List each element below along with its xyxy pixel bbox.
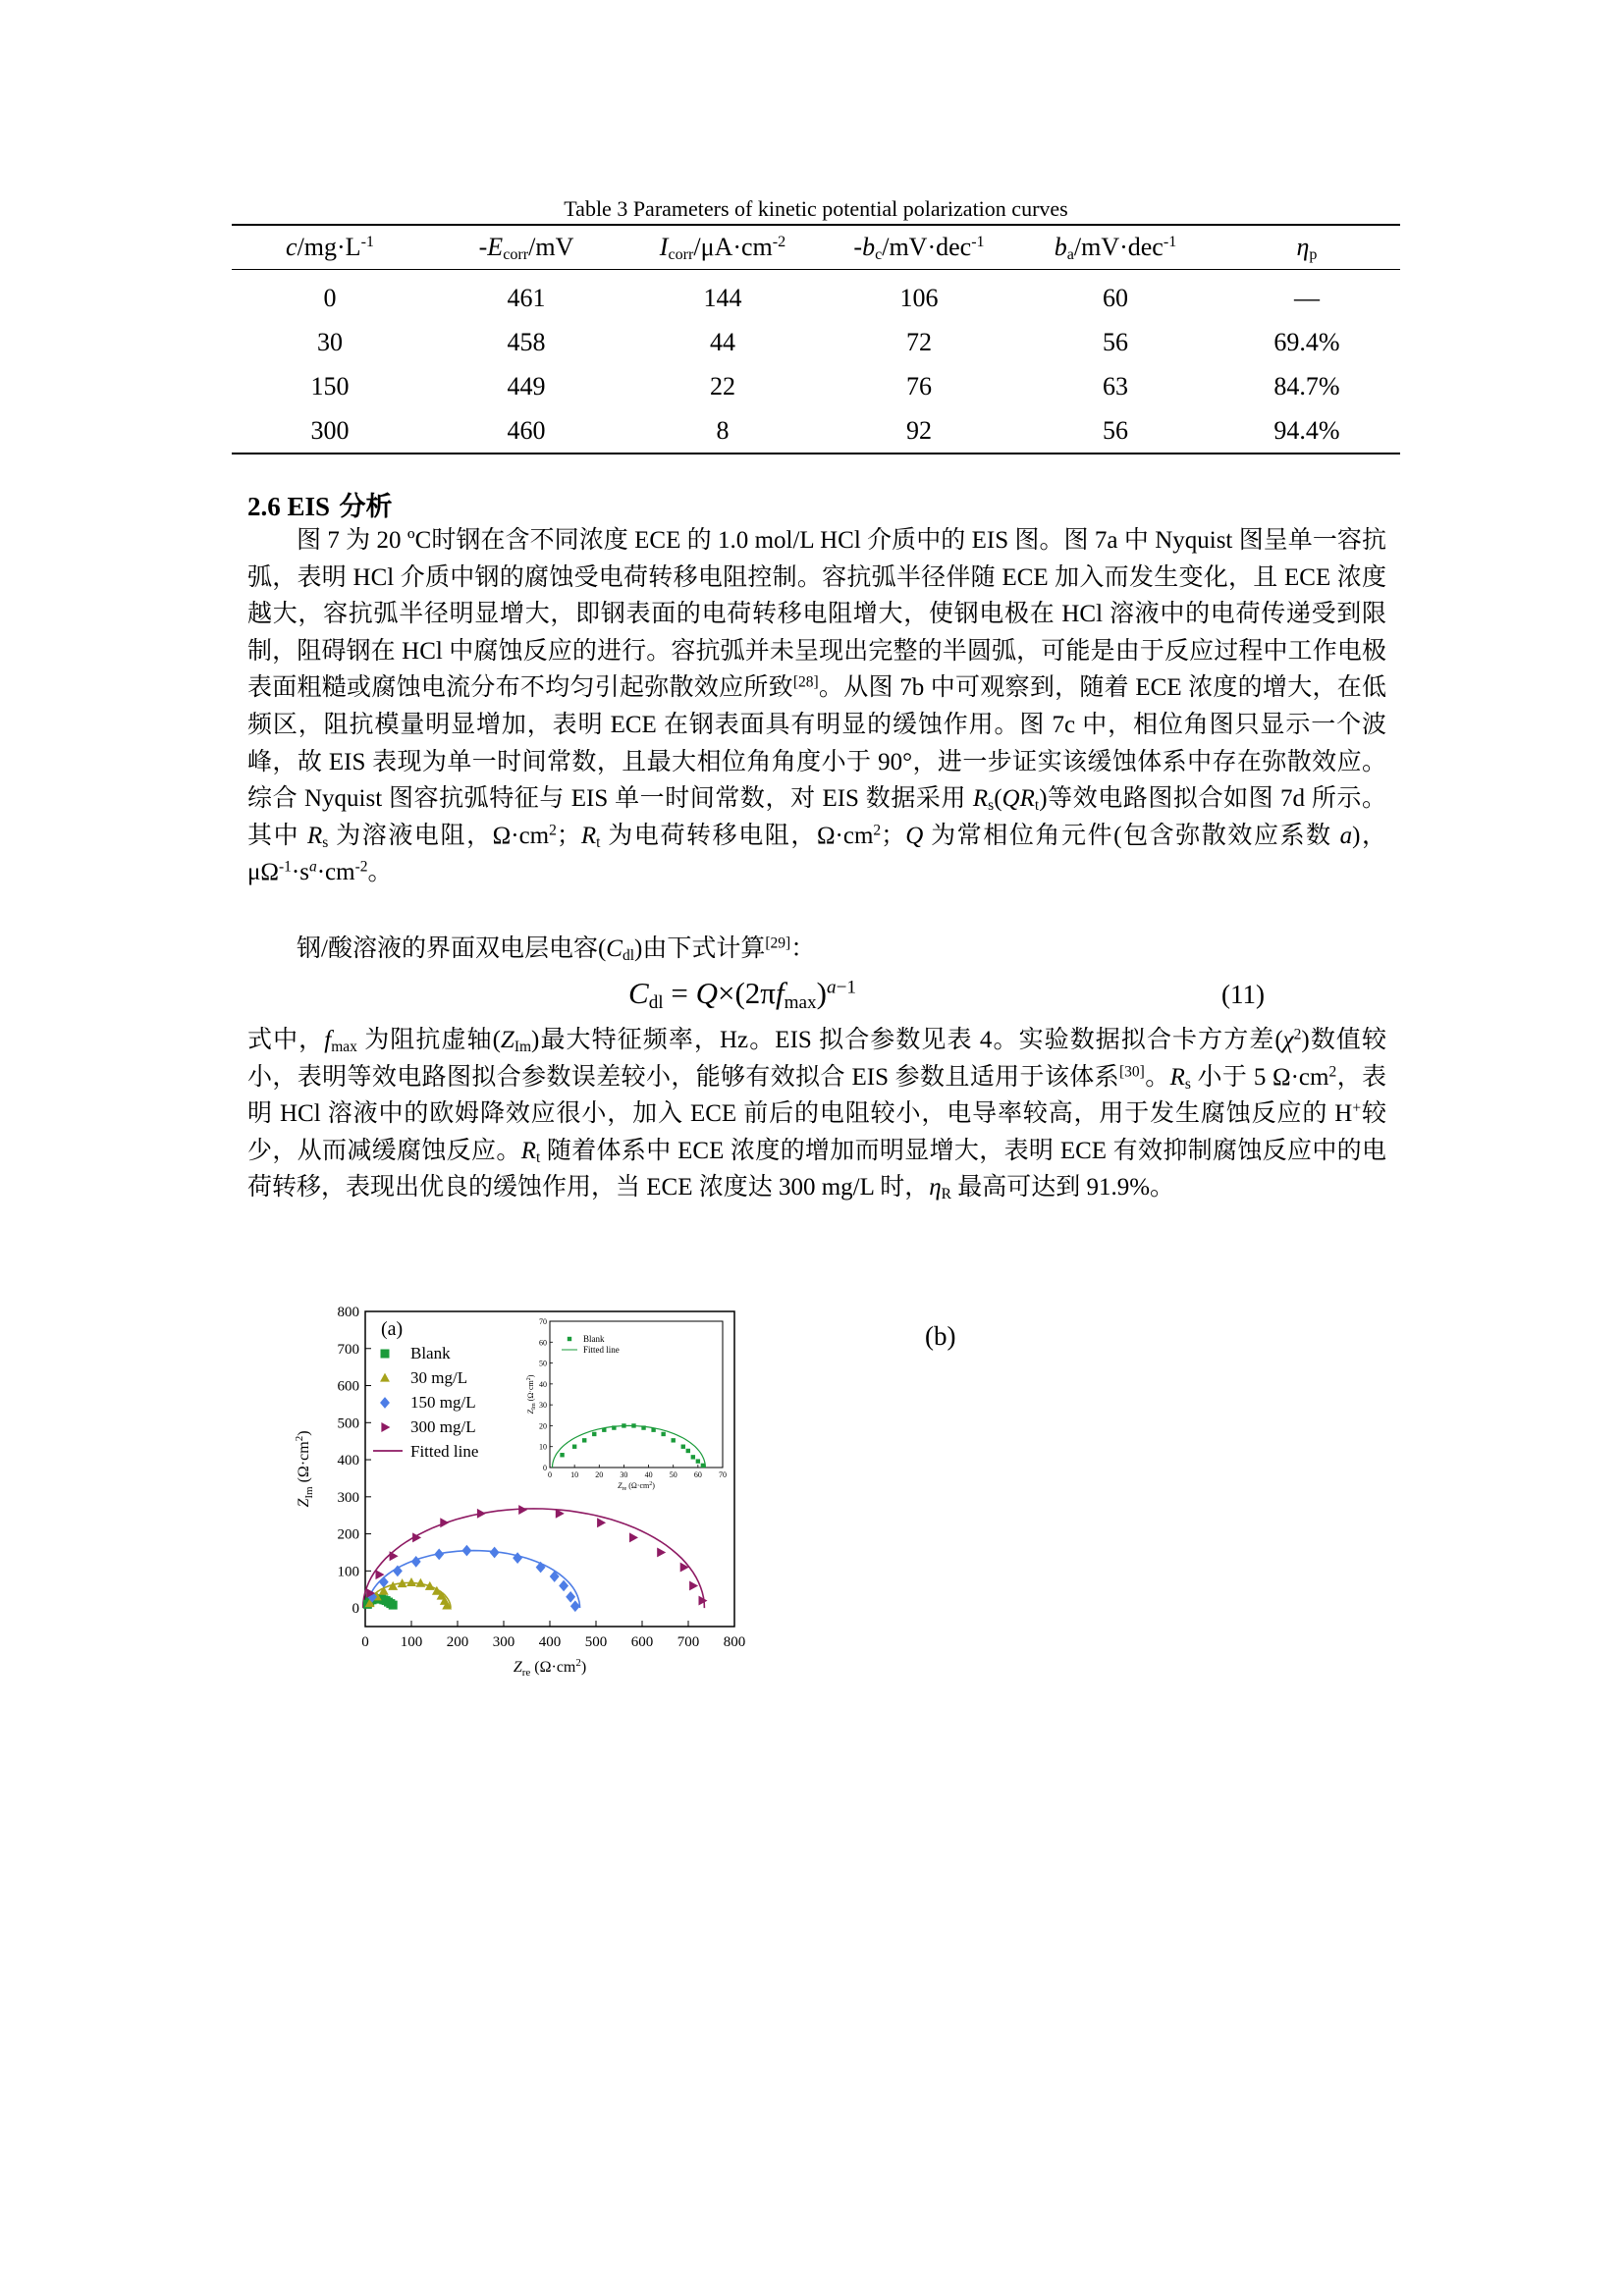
table-cell: 150 <box>310 371 350 400</box>
col-header-etap: $\eta_p$ <box>1296 233 1318 264</box>
data-point <box>566 1591 575 1603</box>
table-row <box>232 320 1400 364</box>
x-tick-label: 300 <box>492 1634 515 1650</box>
table-cell: 449 <box>507 371 546 400</box>
data-point <box>477 1509 486 1519</box>
data-point <box>490 1547 500 1559</box>
inset-data-point <box>622 1423 625 1427</box>
inset-data-point <box>651 1427 655 1431</box>
table-3 <box>232 224 1400 454</box>
panel-label: (a) <box>381 1318 404 1340</box>
x-axis-label: $Z_{re}$ $(\Omega\cdot cm^2)$ <box>513 1657 587 1679</box>
data-point <box>629 1532 638 1542</box>
inset-data-point <box>641 1425 645 1429</box>
inset-x-tick-label: 70 <box>719 1470 727 1479</box>
y-tick-label: 400 <box>337 1453 359 1469</box>
inset-x-tick-label: 0 <box>548 1470 552 1479</box>
data-point <box>657 1548 666 1558</box>
inset-legend-label: Blank <box>583 1334 605 1344</box>
y-tick-label: 600 <box>337 1378 359 1395</box>
x-tick-label: 800 <box>723 1634 746 1650</box>
y-tick-label: 500 <box>337 1415 359 1432</box>
inset-data-point <box>681 1445 685 1449</box>
equation-11: $C_{dl} = Q\times(2\pi f_{max})^{a-1}$ <box>628 976 857 1013</box>
legend-label: Fitted line <box>410 1442 479 1461</box>
table-cell: 76 <box>906 371 932 400</box>
table-cell: 461 <box>507 283 546 312</box>
x-tick-label: 500 <box>584 1634 608 1650</box>
inset-data-point <box>582 1438 586 1442</box>
inset-y-tick-label: 30 <box>539 1401 547 1411</box>
inset-data-point <box>661 1432 665 1436</box>
inset-y-tick-label: 60 <box>539 1338 547 1348</box>
table-row <box>232 364 1400 408</box>
equation-number: (11) <box>1221 980 1265 1009</box>
fitted-line <box>367 1551 579 1609</box>
table-row <box>232 270 1400 321</box>
inset-y-tick-label: 20 <box>539 1421 547 1431</box>
col-header-ecorr: $-E_{corr}/mV$ <box>478 233 574 264</box>
table-cell: 0 <box>323 283 337 312</box>
col-header-c: $c/mg\cdot L^{-1}$ <box>286 233 374 261</box>
data-point <box>461 1545 471 1557</box>
y-tick-label: 100 <box>337 1564 359 1580</box>
y-tick-label: 300 <box>337 1489 359 1506</box>
data-point <box>411 1556 421 1568</box>
inset-y-tick-label: 0 <box>543 1464 547 1472</box>
table-cell: 92 <box>906 415 932 445</box>
inset-data-point <box>572 1445 576 1449</box>
data-point <box>513 1552 522 1564</box>
data-point <box>680 1563 689 1573</box>
inset-data-point <box>696 1459 700 1463</box>
inset-x-tick-label: 60 <box>693 1470 702 1479</box>
inset-data-point <box>631 1423 635 1427</box>
data-point <box>518 1505 527 1515</box>
data-point <box>689 1581 698 1591</box>
table-header-row <box>232 225 1400 270</box>
x-tick-label: 0 <box>361 1634 369 1650</box>
inset-x-tick-label: 50 <box>669 1470 677 1479</box>
paragraph-fit-params: 式中，$f_{max}$ 为阻抗虚轴$(Z_{Im})$最大特征频率，Hz。EIS 拟合参数见表 4。实验数据拟合卡方方差$(\chi^2)$数值较小，表明等效电路图拟合参数误差较小，能够有效拟合 EIS 参数且适用于该体系[30]。$R_s$ 小于 5 $\Omega\cdot cm^2$，表明 HCl 溶液中的欧姆降效应很小，加入 ECE 前后的电阻较小，电导率较高，用于发生腐蚀反应的 H+较少，从而减缓腐蚀反应。$R_t$ 随着体系中 ECE 浓度的增加而明显增大，表明 ECE 有效抑制腐蚀反应中的电荷转移，表现出优良的缓蚀作用，当 ECE 浓度达 300 mg/L 时，$\eta_R$ 最高可达到 91.9%。 <box>247 1026 1386 1203</box>
legend-marker <box>380 1373 390 1382</box>
inset-legend-label: Fitted line <box>583 1345 620 1355</box>
table-cell: 22 <box>710 371 735 400</box>
paragraph-capacitance: 钢/酸溶液的界面双电层电容$(C_{dl})$由下式计算[29]： <box>297 934 816 964</box>
inset-x-tick-label: 10 <box>570 1470 579 1479</box>
data-point <box>390 1551 399 1561</box>
table-cell: 56 <box>1103 327 1128 356</box>
legend-label: 300 mg/L <box>410 1417 476 1436</box>
table-caption: Table 3 Parameters of kinetic potential polarization curves <box>564 196 1068 221</box>
data-point <box>597 1518 606 1527</box>
inset-legend-marker <box>568 1337 571 1341</box>
paragraph-eis-analysis: 图 7 为 20 ºC时钢在含不同浓度 ECE 的 1.0 mol/L HCl 介质中的 EIS 图。图 7a 中 Nyquist 图呈单一容抗弧，表明 HCl 介质中钢的腐蚀受电荷转移电阻控制。容抗弧半径伴随 ECE 加入而发生变化，且 ECE 浓度越大，容抗弧半径明显增大，即钢表面的电荷转移电阻增大，使钢电极在 HCl 溶液中的电荷传递受到限制，阻碍钢在 HCl 中腐蚀反应的进行。容抗弧并未呈现出完整的半圆弧，可能是由于反应过程中工作电极表面粗糙或腐蚀电流分布不均匀引起弥散效应所致[28]。从图 7b 中可观察到，随着 ECE 浓度的增大，在低频区，阻抗模量明显增加，表明 ECE 在钢表面具有明显的缓蚀作用。图 7c 中，相位角图只显示一个波峰，故 EIS 表现为单一时间常数，且最大相位角角度小于 90°，进一步证实该缓蚀体系中存在弥散效应。综合 Nyquist 图容抗弧特征与 EIS 单一时间常数，对 EIS 数据采用 $R_s(QR_t)$等效电路图拟合如图 7d 所示。其中 $R_s$ 为溶液电阻，$\Omega\cdot cm^2$；$R_t$ 为电荷转移电阻，$\Omega\cdot cm^2$；Q 为常相位角元件(包含弥散效应系数 a)，$\mu\Omega^{-1}\cdot s^a\cdot cm^{-2}$。 <box>247 527 1386 886</box>
inset-data-point <box>672 1438 676 1442</box>
inset-x-axis-label: $Z_{re}$ $(\Omega\cdot cm^2)$ <box>618 1481 655 1492</box>
legend-label: Blank <box>410 1344 451 1362</box>
col-header-bc: $-b_c/mV\cdot dec^{-1}$ <box>853 233 985 264</box>
col-header-icorr: $I_{corr}/\mu A\cdot cm^{-2}$ <box>659 233 786 264</box>
data-point <box>389 1601 398 1610</box>
x-tick-label: 700 <box>677 1634 700 1650</box>
y-tick-label: 700 <box>337 1341 359 1358</box>
table-cell: 44 <box>710 327 735 356</box>
inset-data-point <box>691 1455 695 1459</box>
inset-x-tick-label: 20 <box>595 1470 604 1479</box>
legend-label: 150 mg/L <box>410 1393 476 1412</box>
x-tick-label: 400 <box>538 1634 562 1650</box>
table-cell: 106 <box>899 283 939 312</box>
inset-y-axis-label: $Z_{Im}$ $(\Omega\cdot cm^2)$ <box>526 1374 537 1415</box>
inset-data-point <box>686 1449 690 1453</box>
section-heading: 2.6 EIS 分析 <box>247 492 393 522</box>
legend-marker <box>381 1350 390 1359</box>
table-cell: 30 <box>317 327 343 356</box>
inset-data-point <box>612 1425 616 1429</box>
data-point <box>536 1562 546 1574</box>
table-cell: 69.4% <box>1273 327 1340 356</box>
inset-y-tick-label: 70 <box>539 1317 547 1326</box>
table-cell: 84.7% <box>1273 371 1340 400</box>
legend-label: 30 mg/L <box>410 1368 468 1387</box>
legend-marker <box>381 1422 390 1432</box>
nyquist-chart <box>265 1296 756 1679</box>
table-cell: 144 <box>703 283 742 312</box>
y-tick-label: 200 <box>337 1526 359 1543</box>
x-tick-label: 200 <box>446 1634 469 1650</box>
inset-data-point <box>560 1453 564 1457</box>
inset-data-point <box>602 1427 606 1431</box>
table-cell: 8 <box>716 415 730 445</box>
table-cell: 458 <box>507 327 546 356</box>
figure-panel-b-label: (b) <box>925 1321 956 1351</box>
table-cell: 56 <box>1103 415 1128 445</box>
inset-x-tick-label: 30 <box>620 1470 628 1479</box>
x-tick-label: 100 <box>400 1634 423 1650</box>
table-cell: 300 <box>310 415 350 445</box>
data-point <box>440 1518 449 1527</box>
x-tick-label: 600 <box>630 1634 654 1650</box>
inset-y-tick-label: 10 <box>539 1442 547 1452</box>
data-point <box>434 1549 444 1561</box>
col-header-ba: $b_a/mV\cdot dec^{-1}$ <box>1054 233 1177 264</box>
table-cell: 460 <box>507 415 546 445</box>
inset-data-point <box>701 1464 705 1468</box>
y-tick-label: 0 <box>352 1601 359 1618</box>
inset-data-point <box>592 1432 596 1436</box>
inset-x-tick-label: 40 <box>644 1470 653 1479</box>
inset-y-tick-label: 50 <box>539 1359 547 1368</box>
y-tick-label: 800 <box>337 1305 359 1320</box>
table-cell: 63 <box>1103 371 1128 400</box>
table-cell: 72 <box>906 327 932 356</box>
legend-marker <box>380 1397 390 1409</box>
table-row <box>232 408 1400 454</box>
table-cell: 60 <box>1103 283 1128 312</box>
table-cell: 94.4% <box>1273 415 1340 445</box>
inset-y-tick-label: 40 <box>539 1379 547 1389</box>
table-cell: — <box>1294 283 1320 312</box>
data-point <box>406 1577 416 1586</box>
y-axis-label: $Z_{Im}$ $(\Omega\cdot cm^2)$ <box>294 1430 315 1508</box>
